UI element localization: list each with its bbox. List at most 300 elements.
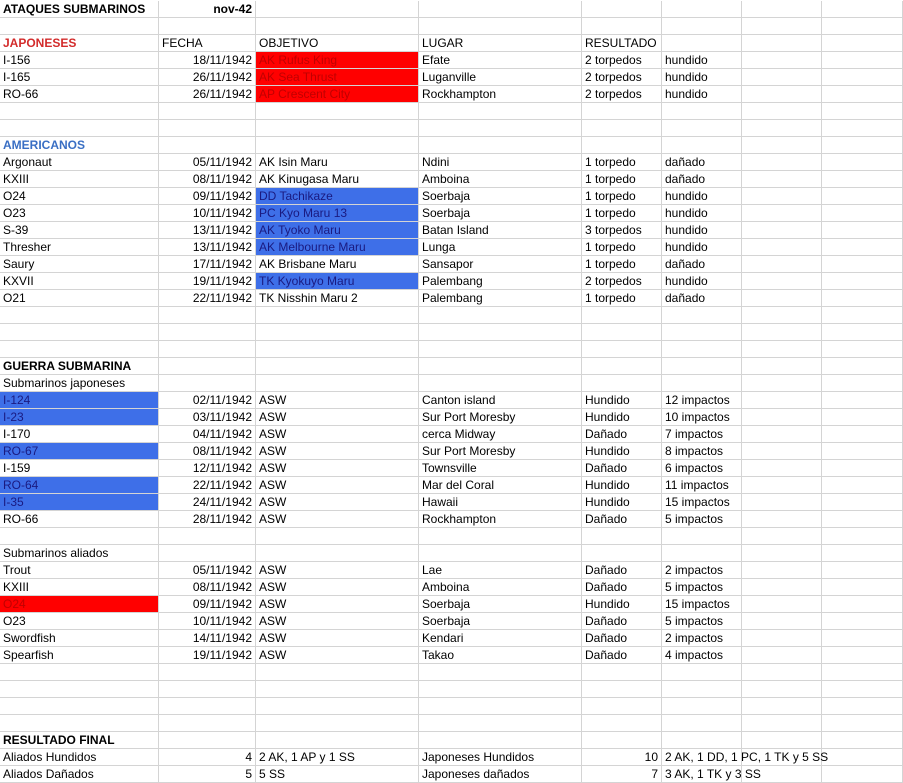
attack-type[interactable]: ASW: [256, 511, 419, 528]
sheet-cell[interactable]: [256, 528, 419, 545]
location[interactable]: Soerbaja: [419, 613, 582, 630]
sheet-cell[interactable]: [662, 698, 742, 715]
sheet-cell[interactable]: [0, 120, 159, 137]
location[interactable]: Rockhampton: [419, 86, 582, 103]
sheet-cell[interactable]: [742, 681, 822, 698]
target-name[interactable]: AK Brisbane Maru: [256, 256, 419, 273]
attack-type[interactable]: ASW: [256, 647, 419, 664]
submarine-name[interactable]: RO-66: [0, 511, 159, 528]
location[interactable]: Townsville: [419, 460, 582, 477]
sheet-cell[interactable]: [662, 358, 742, 375]
attack-date[interactable]: 08/11/1942: [159, 579, 256, 596]
outcome[interactable]: Hundido: [582, 477, 662, 494]
submarine-name[interactable]: KXVII: [0, 273, 159, 290]
attack-date[interactable]: 08/11/1942: [159, 171, 256, 188]
sheet-cell[interactable]: [742, 205, 822, 222]
sheet-cell[interactable]: [0, 715, 159, 732]
submarine-name[interactable]: I-35: [0, 494, 159, 511]
impact-count[interactable]: 8 impactos: [662, 443, 742, 460]
sheet-cell[interactable]: [742, 341, 822, 358]
sheet-cell[interactable]: [419, 103, 582, 120]
attack-date[interactable]: 05/11/1942: [159, 562, 256, 579]
sheet-cell[interactable]: [742, 290, 822, 307]
sheet-cell[interactable]: [662, 18, 742, 35]
outcome[interactable]: hundido: [662, 205, 742, 222]
submarine-name[interactable]: O23: [0, 613, 159, 630]
sheet-cell[interactable]: [159, 307, 256, 324]
impact-count[interactable]: 15 impactos: [662, 596, 742, 613]
torpedo-count[interactable]: 2 torpedos: [582, 86, 662, 103]
sheet-cell[interactable]: [582, 664, 662, 681]
sheet-cell[interactable]: [822, 715, 903, 732]
outcome[interactable]: hundido: [662, 52, 742, 69]
location[interactable]: Canton island: [419, 392, 582, 409]
attack-type[interactable]: ASW: [256, 409, 419, 426]
attack-type[interactable]: ASW: [256, 477, 419, 494]
sheet-cell[interactable]: [822, 103, 903, 120]
sheet-cell[interactable]: [159, 681, 256, 698]
submarine-name[interactable]: O24: [0, 596, 159, 613]
impact-count[interactable]: 7 impactos: [662, 426, 742, 443]
outcome[interactable]: Hundido: [582, 392, 662, 409]
location[interactable]: Palembang: [419, 290, 582, 307]
sheet-cell[interactable]: [0, 528, 159, 545]
sheet-cell[interactable]: [742, 630, 822, 647]
attack-type[interactable]: ASW: [256, 494, 419, 511]
sheet-cell[interactable]: [742, 256, 822, 273]
sheet-cell[interactable]: [256, 137, 419, 154]
attack-type[interactable]: ASW: [256, 579, 419, 596]
sheet-cell[interactable]: [822, 596, 903, 613]
sheet-cell[interactable]: [742, 698, 822, 715]
torpedo-count[interactable]: 1 torpedo: [582, 154, 662, 171]
attack-date[interactable]: 14/11/1942: [159, 630, 256, 647]
torpedo-count[interactable]: 2 torpedos: [582, 69, 662, 86]
target-name[interactable]: DD Tachikaze: [256, 188, 419, 205]
attack-date[interactable]: 19/11/1942: [159, 273, 256, 290]
column-header-fecha[interactable]: FECHA: [159, 35, 256, 52]
submarine-name[interactable]: Trout: [0, 562, 159, 579]
sheet-cell[interactable]: [159, 358, 256, 375]
section-resultado-label[interactable]: RESULTADO FINAL: [0, 732, 159, 749]
sheet-cell[interactable]: [822, 630, 903, 647]
attack-type[interactable]: ASW: [256, 460, 419, 477]
outcome[interactable]: dañado: [662, 256, 742, 273]
sheet-cell[interactable]: [742, 477, 822, 494]
sheet-cell[interactable]: [822, 120, 903, 137]
sheet-cell[interactable]: [582, 120, 662, 137]
sheet-cell[interactable]: [582, 324, 662, 341]
sheet-cell[interactable]: [159, 528, 256, 545]
sheet-cell[interactable]: [742, 613, 822, 630]
subsection-japanese-subs[interactable]: Submarinos japoneses: [0, 375, 159, 392]
attack-type[interactable]: ASW: [256, 613, 419, 630]
location[interactable]: cerca Midway: [419, 426, 582, 443]
location[interactable]: Soerbaja: [419, 188, 582, 205]
torpedo-count[interactable]: 1 torpedo: [582, 171, 662, 188]
sheet-cell[interactable]: [582, 715, 662, 732]
sheet-cell[interactable]: [419, 18, 582, 35]
sheet-cell[interactable]: [256, 375, 419, 392]
torpedo-count[interactable]: 1 torpedo: [582, 256, 662, 273]
allied-result-count[interactable]: 4: [159, 749, 256, 766]
sheet-cell[interactable]: [582, 681, 662, 698]
outcome[interactable]: Hundido: [582, 494, 662, 511]
impact-count[interactable]: 6 impactos: [662, 460, 742, 477]
submarine-name[interactable]: Thresher: [0, 239, 159, 256]
attack-date[interactable]: 18/11/1942: [159, 52, 256, 69]
outcome[interactable]: Dañado: [582, 647, 662, 664]
attack-date[interactable]: 28/11/1942: [159, 511, 256, 528]
sheet-cell[interactable]: [822, 324, 903, 341]
sheet-cell[interactable]: [0, 324, 159, 341]
sheet-cell[interactable]: [419, 137, 582, 154]
attack-date[interactable]: 17/11/1942: [159, 256, 256, 273]
sheet-cell[interactable]: [662, 324, 742, 341]
location[interactable]: Sansapor: [419, 256, 582, 273]
sheet-cell[interactable]: [742, 732, 822, 749]
impact-count[interactable]: 5 impactos: [662, 511, 742, 528]
japanese-result-label[interactable]: Japoneses dañados: [419, 766, 582, 783]
torpedo-count[interactable]: 3 torpedos: [582, 222, 662, 239]
sheet-title[interactable]: ATAQUES SUBMARINOS: [0, 1, 159, 18]
sheet-cell[interactable]: [742, 103, 822, 120]
submarine-name[interactable]: I-159: [0, 460, 159, 477]
outcome[interactable]: Dañado: [582, 579, 662, 596]
torpedo-count[interactable]: 1 torpedo: [582, 205, 662, 222]
attack-type[interactable]: ASW: [256, 596, 419, 613]
allied-result-count[interactable]: 5: [159, 766, 256, 783]
submarine-name[interactable]: I-165: [0, 69, 159, 86]
sheet-cell[interactable]: [662, 307, 742, 324]
sheet-cell[interactable]: [419, 545, 582, 562]
column-header-objetivo[interactable]: OBJETIVO: [256, 35, 419, 52]
allied-result-detail[interactable]: 5 SS: [256, 766, 419, 783]
impact-count[interactable]: 4 impactos: [662, 647, 742, 664]
outcome[interactable]: Dañado: [582, 562, 662, 579]
attack-date[interactable]: 04/11/1942: [159, 426, 256, 443]
sheet-cell[interactable]: [742, 273, 822, 290]
sheet-cell[interactable]: [742, 494, 822, 511]
impact-count[interactable]: 2 impactos: [662, 630, 742, 647]
sheet-cell[interactable]: [256, 698, 419, 715]
sheet-cell[interactable]: [159, 715, 256, 732]
sheet-cell[interactable]: [419, 1, 582, 18]
sheet-cell[interactable]: [256, 341, 419, 358]
sheet-cell[interactable]: [582, 341, 662, 358]
attack-type[interactable]: ASW: [256, 443, 419, 460]
attack-date[interactable]: 22/11/1942: [159, 290, 256, 307]
sheet-cell[interactable]: [742, 664, 822, 681]
sheet-cell[interactable]: [159, 103, 256, 120]
target-name[interactable]: AP Crescent City: [256, 86, 419, 103]
outcome[interactable]: Dañado: [582, 613, 662, 630]
sheet-cell[interactable]: [0, 698, 159, 715]
column-header-lugar[interactable]: LUGAR: [419, 35, 582, 52]
submarine-name[interactable]: O21: [0, 290, 159, 307]
outcome[interactable]: Dañado: [582, 460, 662, 477]
sheet-cell[interactable]: [256, 664, 419, 681]
location[interactable]: Luganville: [419, 69, 582, 86]
location[interactable]: Mar del Coral: [419, 477, 582, 494]
submarine-name[interactable]: I-156: [0, 52, 159, 69]
sheet-cell[interactable]: [822, 426, 903, 443]
sheet-cell[interactable]: [419, 681, 582, 698]
sheet-cell[interactable]: [742, 392, 822, 409]
submarine-name[interactable]: RO-64: [0, 477, 159, 494]
impact-count[interactable]: 15 impactos: [662, 494, 742, 511]
submarine-name[interactable]: I-124: [0, 392, 159, 409]
sheet-cell[interactable]: [822, 409, 903, 426]
japanese-result-count[interactable]: 10: [582, 749, 662, 766]
torpedo-count[interactable]: 2 torpedos: [582, 52, 662, 69]
sheet-cell[interactable]: [822, 222, 903, 239]
attack-date[interactable]: 22/11/1942: [159, 477, 256, 494]
sheet-cell[interactable]: [822, 749, 903, 766]
sheet-cell[interactable]: [256, 358, 419, 375]
outcome[interactable]: hundido: [662, 222, 742, 239]
sheet-month[interactable]: nov-42: [159, 1, 256, 18]
sheet-cell[interactable]: [256, 715, 419, 732]
sheet-cell[interactable]: [256, 103, 419, 120]
sheet-cell[interactable]: [822, 392, 903, 409]
submarine-name[interactable]: Argonaut: [0, 154, 159, 171]
torpedo-count[interactable]: 2 torpedos: [582, 273, 662, 290]
sheet-cell[interactable]: [742, 154, 822, 171]
japanese-result-detail[interactable]: 2 AK, 1 DD, 1 PC, 1 TK y 5 SS: [662, 749, 742, 766]
sheet-cell[interactable]: [822, 358, 903, 375]
sheet-cell[interactable]: [159, 664, 256, 681]
sheet-cell[interactable]: [256, 324, 419, 341]
sheet-cell[interactable]: [822, 188, 903, 205]
impact-count[interactable]: 5 impactos: [662, 579, 742, 596]
sheet-cell[interactable]: [662, 375, 742, 392]
sheet-cell[interactable]: [742, 511, 822, 528]
sheet-cell[interactable]: [159, 18, 256, 35]
attack-type[interactable]: ASW: [256, 426, 419, 443]
sheet-cell[interactable]: [582, 1, 662, 18]
sheet-cell[interactable]: [822, 494, 903, 511]
sheet-cell[interactable]: [159, 545, 256, 562]
location[interactable]: Takao: [419, 647, 582, 664]
sheet-cell[interactable]: [0, 664, 159, 681]
sheet-cell[interactable]: [742, 596, 822, 613]
attack-date[interactable]: 05/11/1942: [159, 154, 256, 171]
sheet-cell[interactable]: [822, 69, 903, 86]
sheet-cell[interactable]: [419, 732, 582, 749]
submarine-name[interactable]: Saury: [0, 256, 159, 273]
submarine-name[interactable]: I-170: [0, 426, 159, 443]
sheet-cell[interactable]: [662, 35, 742, 52]
target-name[interactable]: PC Kyo Maru 13: [256, 205, 419, 222]
location[interactable]: Lae: [419, 562, 582, 579]
sheet-cell[interactable]: [742, 52, 822, 69]
outcome[interactable]: hundido: [662, 273, 742, 290]
sheet-cell[interactable]: [159, 341, 256, 358]
attack-date[interactable]: 09/11/1942: [159, 596, 256, 613]
sheet-cell[interactable]: [742, 426, 822, 443]
allied-result-label[interactable]: Aliados Hundidos: [0, 749, 159, 766]
sheet-cell[interactable]: [822, 341, 903, 358]
sheet-cell[interactable]: [742, 545, 822, 562]
attack-date[interactable]: 26/11/1942: [159, 86, 256, 103]
attack-date[interactable]: 26/11/1942: [159, 69, 256, 86]
location[interactable]: Soerbaja: [419, 596, 582, 613]
impact-count[interactable]: 10 impactos: [662, 409, 742, 426]
sheet-cell[interactable]: [742, 528, 822, 545]
location[interactable]: Rockhampton: [419, 511, 582, 528]
sheet-cell[interactable]: [742, 375, 822, 392]
sheet-cell[interactable]: [256, 732, 419, 749]
attack-date[interactable]: 13/11/1942: [159, 222, 256, 239]
japanese-result-label[interactable]: Japoneses Hundidos: [419, 749, 582, 766]
sheet-cell[interactable]: [256, 545, 419, 562]
sheet-cell[interactable]: [822, 681, 903, 698]
sheet-cell[interactable]: [742, 1, 822, 18]
attack-type[interactable]: ASW: [256, 630, 419, 647]
sheet-cell[interactable]: [822, 732, 903, 749]
sheet-cell[interactable]: [822, 766, 903, 783]
sheet-cell[interactable]: [256, 120, 419, 137]
sheet-cell[interactable]: [822, 205, 903, 222]
sheet-cell[interactable]: [662, 103, 742, 120]
submarine-name[interactable]: RO-66: [0, 86, 159, 103]
sheet-cell[interactable]: [159, 137, 256, 154]
outcome[interactable]: Hundido: [582, 409, 662, 426]
target-name[interactable]: AK Isin Maru: [256, 154, 419, 171]
submarine-name[interactable]: Swordfish: [0, 630, 159, 647]
sheet-cell[interactable]: [822, 52, 903, 69]
sheet-cell[interactable]: [742, 239, 822, 256]
sheet-cell[interactable]: [742, 137, 822, 154]
sheet-cell[interactable]: [822, 562, 903, 579]
japanese-result-detail[interactable]: 3 AK, 1 TK y 3 SS: [662, 766, 742, 783]
location[interactable]: Sur Port Moresby: [419, 409, 582, 426]
sheet-cell[interactable]: [582, 545, 662, 562]
sheet-cell[interactable]: [582, 375, 662, 392]
impact-count[interactable]: 2 impactos: [662, 562, 742, 579]
sheet-cell[interactable]: [742, 222, 822, 239]
sheet-cell[interactable]: [582, 137, 662, 154]
impact-count[interactable]: 12 impactos: [662, 392, 742, 409]
section-japoneses-label[interactable]: JAPONESES: [0, 35, 159, 52]
attack-type[interactable]: ASW: [256, 392, 419, 409]
outcome[interactable]: Dañado: [582, 630, 662, 647]
target-name[interactable]: TK Nisshin Maru 2: [256, 290, 419, 307]
outcome[interactable]: hundido: [662, 239, 742, 256]
sheet-cell[interactable]: [419, 307, 582, 324]
sheet-cell[interactable]: [822, 256, 903, 273]
sheet-cell[interactable]: [742, 443, 822, 460]
outcome[interactable]: Hundido: [582, 443, 662, 460]
sheet-cell[interactable]: [822, 137, 903, 154]
submarine-name[interactable]: I-23: [0, 409, 159, 426]
location[interactable]: Ndini: [419, 154, 582, 171]
outcome[interactable]: hundido: [662, 86, 742, 103]
sheet-cell[interactable]: [256, 681, 419, 698]
section-americanos-label[interactable]: AMERICANOS: [0, 137, 159, 154]
attack-date[interactable]: 03/11/1942: [159, 409, 256, 426]
location[interactable]: Lunga: [419, 239, 582, 256]
sheet-cell[interactable]: [0, 681, 159, 698]
location[interactable]: Batan Island: [419, 222, 582, 239]
sheet-cell[interactable]: [662, 120, 742, 137]
section-guerra-label[interactable]: GUERRA SUBMARINA: [0, 358, 159, 375]
sheet-cell[interactable]: [582, 18, 662, 35]
sheet-cell[interactable]: [256, 307, 419, 324]
sheet-cell[interactable]: [582, 103, 662, 120]
sheet-cell[interactable]: [662, 137, 742, 154]
sheet-cell[interactable]: [419, 664, 582, 681]
sheet-cell[interactable]: [419, 698, 582, 715]
attack-date[interactable]: 10/11/1942: [159, 205, 256, 222]
attack-date[interactable]: 09/11/1942: [159, 188, 256, 205]
sheet-cell[interactable]: [662, 664, 742, 681]
sheet-cell[interactable]: [742, 171, 822, 188]
sheet-cell[interactable]: [419, 341, 582, 358]
sheet-cell[interactable]: [822, 477, 903, 494]
sheet-cell[interactable]: [822, 545, 903, 562]
location[interactable]: Kendari: [419, 630, 582, 647]
japanese-result-count[interactable]: 7: [582, 766, 662, 783]
subsection-allied-subs[interactable]: Submarinos aliados: [0, 545, 159, 562]
target-name[interactable]: AK Melbourne Maru: [256, 239, 419, 256]
attack-type[interactable]: ASW: [256, 562, 419, 579]
sheet-cell[interactable]: [582, 732, 662, 749]
sheet-cell[interactable]: [0, 341, 159, 358]
outcome[interactable]: dañado: [662, 154, 742, 171]
sheet-cell[interactable]: [742, 460, 822, 477]
sheet-cell[interactable]: [419, 528, 582, 545]
torpedo-count[interactable]: 1 torpedo: [582, 188, 662, 205]
sheet-cell[interactable]: [742, 358, 822, 375]
sheet-cell[interactable]: [159, 375, 256, 392]
sheet-cell[interactable]: [0, 103, 159, 120]
target-name[interactable]: AK Tyoko Maru: [256, 222, 419, 239]
sheet-cell[interactable]: [822, 647, 903, 664]
attack-date[interactable]: 08/11/1942: [159, 443, 256, 460]
submarine-name[interactable]: S-39: [0, 222, 159, 239]
sheet-cell[interactable]: [742, 324, 822, 341]
attack-date[interactable]: 19/11/1942: [159, 647, 256, 664]
sheet-cell[interactable]: [822, 443, 903, 460]
outcome[interactable]: Dañado: [582, 426, 662, 443]
column-header-resultado[interactable]: RESULTADO: [582, 35, 662, 52]
sheet-cell[interactable]: [822, 18, 903, 35]
outcome[interactable]: hundido: [662, 69, 742, 86]
sheet-cell[interactable]: [159, 732, 256, 749]
allied-result-detail[interactable]: 2 AK, 1 AP y 1 SS: [256, 749, 419, 766]
sheet-cell[interactable]: [742, 35, 822, 52]
location[interactable]: Amboina: [419, 579, 582, 596]
sheet-cell[interactable]: [822, 375, 903, 392]
sheet-cell[interactable]: [159, 698, 256, 715]
sheet-cell[interactable]: [822, 579, 903, 596]
sheet-cell[interactable]: [822, 307, 903, 324]
sheet-cell[interactable]: [742, 86, 822, 103]
sheet-cell[interactable]: [742, 18, 822, 35]
sheet-cell[interactable]: [662, 681, 742, 698]
sheet-cell[interactable]: [662, 732, 742, 749]
sheet-cell[interactable]: [0, 18, 159, 35]
sheet-cell[interactable]: [256, 1, 419, 18]
sheet-cell[interactable]: [582, 528, 662, 545]
attack-date[interactable]: 02/11/1942: [159, 392, 256, 409]
sheet-cell[interactable]: [822, 273, 903, 290]
torpedo-count[interactable]: 1 torpedo: [582, 290, 662, 307]
submarine-name[interactable]: Spearfish: [0, 647, 159, 664]
sheet-cell[interactable]: [822, 1, 903, 18]
